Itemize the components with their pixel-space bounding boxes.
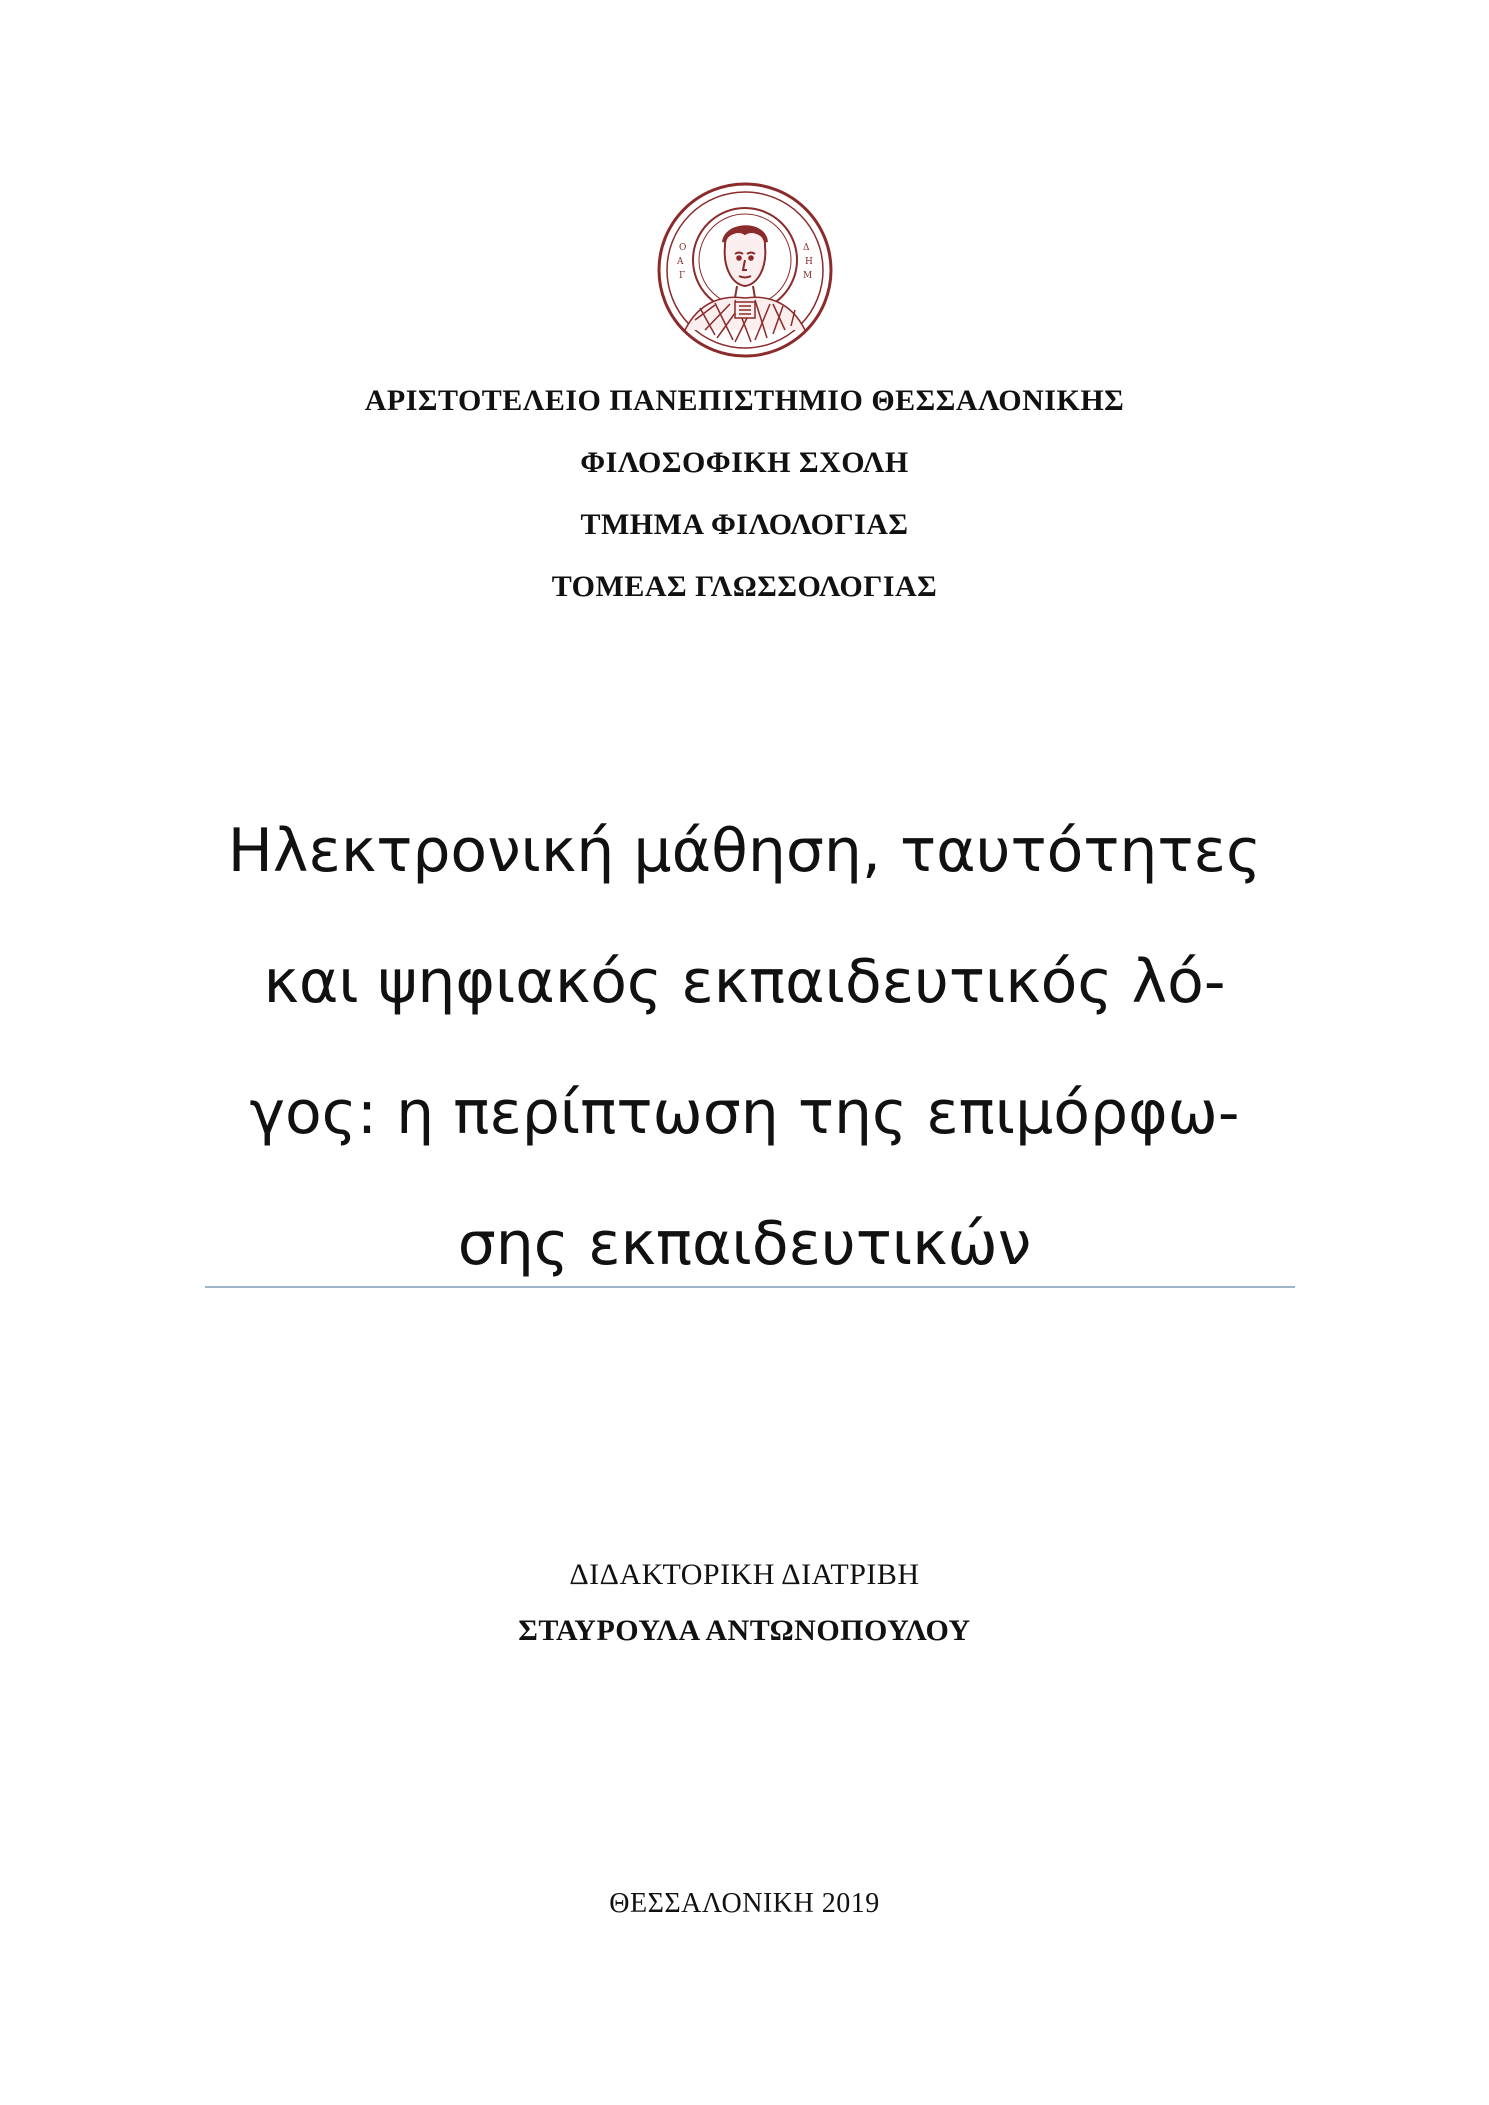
title-divider: [205, 1286, 1295, 1288]
svg-text:Ο: Ο: [679, 243, 687, 253]
thesis-title-line: και ψηφιακός εκπαιδευτικός λό-: [263, 947, 1226, 1017]
university-name: ΑΡΙΣΤΟΤΕΛΕΙΟ ΠΑΝΕΠΙΣΤΗΜΙΟ ΘΕΣΣΑΛΟΝΙΚΗΣ: [364, 384, 1125, 417]
thesis-title-line: σης εκπαιδευτικών: [457, 1209, 1032, 1279]
school-name: ΦΙΛΟΣΟΦΙΚΗ ΣΧΟΛΗ: [580, 446, 909, 479]
svg-text:Γ: Γ: [679, 271, 686, 281]
svg-text:Η: Η: [805, 257, 813, 267]
place-and-year: ΘΕΣΣΑΛΟΝΙΚΗ 2019: [609, 1888, 880, 1919]
svg-text:Α: Α: [677, 257, 684, 267]
sector-name: ΤΟΜΕΑΣ ΓΛΩΣΣΟΛΟΓΙΑΣ: [551, 570, 938, 603]
university-seal-icon: [655, 180, 835, 360]
department-name: ΤΜΗΜΑ ΦΙΛΟΛΟΓΙΑΣ: [580, 508, 909, 541]
svg-text:Δ: Δ: [803, 243, 810, 253]
thesis-title-line: γος: η περίπτωση της επιμόρφω-: [249, 1078, 1240, 1148]
document-type: ΔΙΔΑΚΤΟΡΙΚΗ ΔΙΑΤΡΙΒΗ: [569, 1558, 920, 1591]
thesis-title: [180, 786, 1309, 1310]
thesis-title-line: Ηλεκτρονική μάθηση, ταυτότητες: [227, 816, 1262, 886]
svg-text:Μ: Μ: [803, 271, 813, 281]
author-name: ΣΤΑΥΡΟΥΛΑ ΑΝΤΩΝΟΠΟΥΛΟΥ: [518, 1614, 971, 1647]
